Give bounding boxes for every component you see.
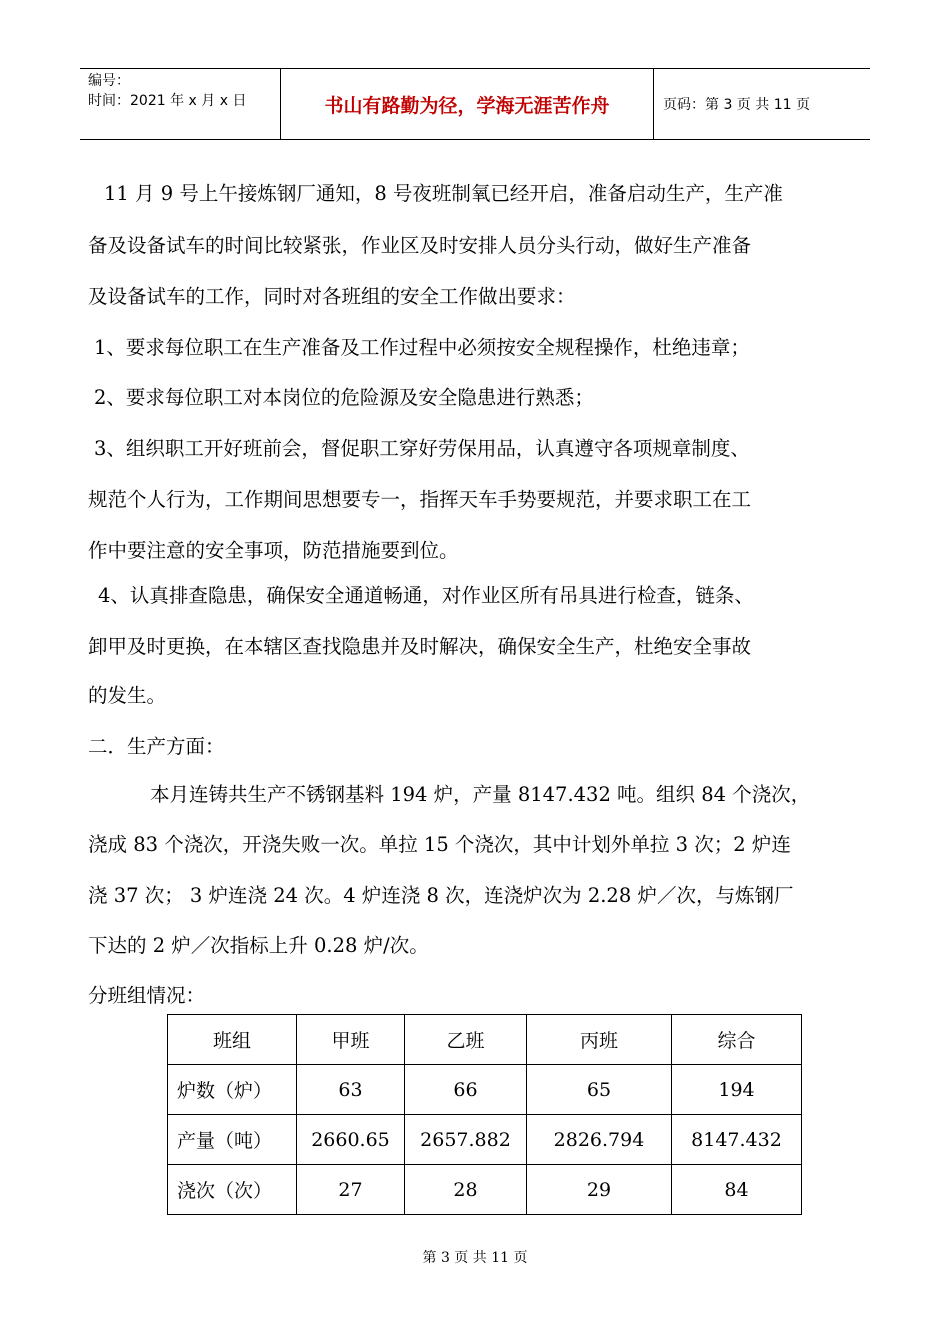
- table-cell: 2826.794: [527, 1115, 672, 1165]
- table-row: [168, 1115, 802, 1165]
- page-footer: 第 3 页 共 11 页: [422, 1250, 528, 1266]
- table-header-cell: 班组: [168, 1015, 297, 1065]
- header-motto: 书山有路勤为径，学海无涯苦作舟: [324, 94, 610, 117]
- paragraph-line: 本月连铸共生产不锈钢基料 194 炉，产量 8147.432 吨。组织 84 个浇次，: [150, 783, 811, 806]
- row-label: 炉数（炉）: [168, 1065, 297, 1115]
- table-header-cell: 乙班: [405, 1015, 527, 1065]
- table-header-row: [168, 1015, 802, 1065]
- paragraph-line: 下达的 2 炉／次指标上升 0.28 炉/次。: [88, 934, 429, 957]
- paragraph-line: 浇 37 次； 3 炉连浇 24 次。4 炉连浇 8 次，连浇炉次为 2.28 炉／次，与炼钢厂: [88, 884, 794, 907]
- time-label: 时间：2021 年 x 月 x 日: [88, 93, 247, 109]
- table-header-cell: 甲班: [297, 1015, 405, 1065]
- table-cell: 84: [672, 1165, 802, 1215]
- number-label: 编号：: [88, 73, 130, 89]
- list-item: 4、认真排查隐患，确保安全通道畅通，对作业区所有吊具进行检查，链条、: [98, 584, 754, 607]
- table-header-cell: 综合: [672, 1015, 802, 1065]
- list-item-line: 卸甲及时更换，在本辖区查找隐患并及时解决，确保安全生产，杜绝安全事故: [88, 635, 752, 658]
- header-divider: [653, 69, 654, 139]
- table-cell: 8147.432: [672, 1115, 802, 1165]
- team-stats-table: [167, 1014, 802, 1215]
- table-cell: 2660.65: [297, 1115, 405, 1165]
- page-header: [80, 68, 870, 140]
- table-cell: 2657.882: [405, 1115, 527, 1165]
- paragraph-line: 11 月 9 号上午接炼钢厂通知，8 号夜班制氧已经开启，准备启动生产，生产准: [104, 182, 783, 205]
- table-row: [168, 1065, 802, 1115]
- list-item: 3、组织职工开好班前会，督促职工穿好劳保用品，认真遵守各项规章制度、: [94, 437, 750, 460]
- paragraph-line: 浇成 83 个浇次，开浇失败一次。单拉 15 个浇次，其中计划外单拉 3 次；2 炉连: [88, 833, 791, 856]
- list-item-line: 作中要注意的安全事项，防范措施要到位。: [88, 539, 459, 562]
- table-cell: 194: [672, 1065, 802, 1115]
- table-caption: 分班组情况：: [88, 984, 206, 1007]
- table-cell: 65: [527, 1065, 672, 1115]
- list-item-line: 规范个人行为，工作期间思想要专一，指挥天车手势要规范，并要求职工在工: [88, 488, 752, 511]
- header-page-number: 页码：第 3 页 共 11 页: [663, 97, 810, 113]
- section-heading: 二．生产方面：: [88, 735, 225, 758]
- list-item-line: 的发生。: [88, 684, 167, 707]
- row-label: 浇次（次）: [168, 1165, 297, 1215]
- table-header-cell: 丙班: [527, 1015, 672, 1065]
- list-item: 1、要求每位职工在生产准备及工作过程中必须按安全规程操作，杜绝违章；: [94, 336, 750, 359]
- table-cell: 29: [527, 1165, 672, 1215]
- header-divider: [280, 69, 281, 139]
- paragraph-line: 及设备试车的工作，同时对各班组的安全工作做出要求：: [88, 285, 576, 308]
- header-left: [88, 71, 246, 111]
- table-row: [168, 1165, 802, 1215]
- table-cell: 28: [405, 1165, 527, 1215]
- table-cell: 63: [297, 1065, 405, 1115]
- list-item: 2、要求每位职工对本岗位的危险源及安全隐患进行熟悉；: [94, 386, 594, 409]
- row-label: 产量（吨）: [168, 1115, 297, 1165]
- table-cell: 66: [405, 1065, 527, 1115]
- paragraph-line: 备及设备试车的时间比较紧张，作业区及时安排人员分头行动，做好生产准备: [88, 234, 752, 257]
- table-cell: 27: [297, 1165, 405, 1215]
